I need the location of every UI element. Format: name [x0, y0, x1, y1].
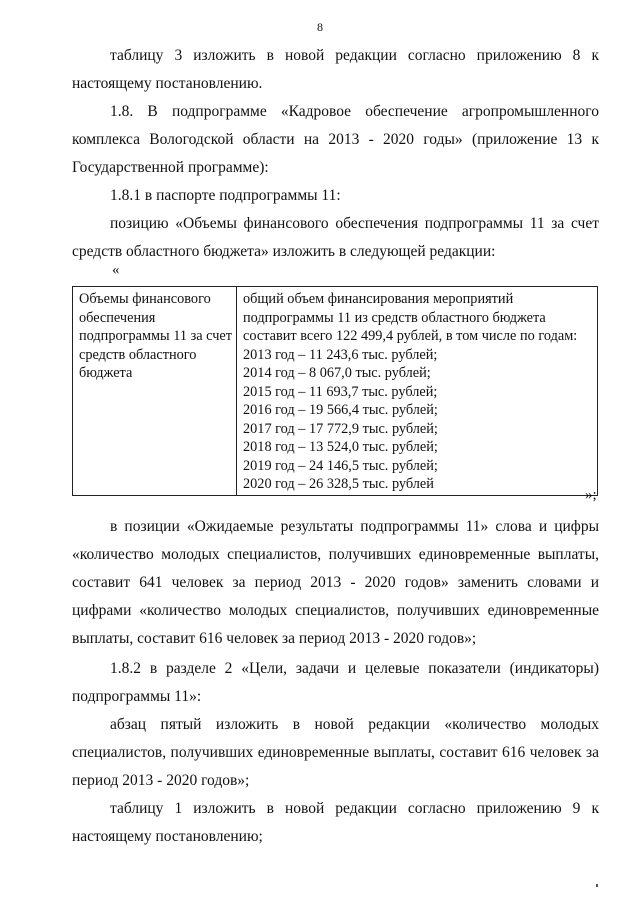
- year-line: 2013 год – 11 243,6 тыс. рублей;: [243, 346, 438, 363]
- table-row: [73, 287, 598, 496]
- year-line: 2016 год – 19 566,4 тыс. рублей;: [243, 402, 438, 418]
- year-line: 2015 год – 11 693,7 тыс. рублей;: [243, 383, 438, 400]
- year-line: 2017 год – 17 772,9 тыс. рублей;: [243, 420, 438, 437]
- paragraph-fifth-abzac: абзац пятый изложить в новой редакции «количество молодых специалистов, получивших единовременные выплаты, составит 616 человек за период 2013 - 2020 годов»;: [72, 716, 599, 789]
- financing-table: [72, 286, 598, 496]
- year-line: 2020 год – 26 328,5 тыс. рублей: [243, 476, 434, 492]
- paragraph-1-8: 1.8. В подпрограмме «Кадровое обеспечение агропромышленного комплекса Вологодской области на 2013 - 2020 годы» (приложение 13 к Государственной программе):: [72, 103, 599, 176]
- quote-close: »;: [585, 487, 597, 503]
- paragraph-expected-results: в позиции «Ожидаемые результаты подпрограммы 11» слова и цифры «количество молодых специалистов, получивших единовременные выплаты, составит 641 человек за период 2013 - 2020 годов» заменить словами и цифрами «количество молодых специалистов, получивших единовременные выплаты, составит 616 человек за период 2013 - 2020 годов»;: [72, 518, 599, 647]
- paragraph-1-8-1: 1.8.1 в паспорте подпрограммы 11:: [110, 187, 341, 204]
- paragraph-1-8-2: 1.8.2 в разделе 2 «Цели, задачи и целевые показатели (индикаторы) подпрограммы 11»:: [72, 660, 599, 705]
- financing-intro: общий объем финансирования мероприятий подпрограммы 11 из средств областного бюджета составит всего 122 499,4 рублей, в том числе по годам:: [243, 291, 578, 344]
- paragraph-table3: таблицу 3 изложить в новой редакции согласно приложению 8 к настоящему постановлению.: [72, 47, 599, 92]
- year-line: 2014 год – 8 067,0 тыс. рублей;: [243, 365, 431, 381]
- table-cell-value: [237, 287, 598, 496]
- scan-mark: [596, 884, 598, 887]
- table-cell-label: Объемы финансового обеспечения подпрограммы 11 за счет средств областного бюджета: [73, 287, 237, 496]
- paragraph-position-volumes: позицию «Объемы финансового обеспечения подпрограммы 11 за счет средств областного бюджета» изложить в следующей редакции:: [72, 215, 599, 260]
- paragraph-table1: таблицу 1 изложить в новой редакции согласно приложению 9 к настоящему постановлению;: [72, 800, 599, 845]
- quote-open: «: [112, 262, 120, 278]
- year-line: 2018 год – 13 524,0 тыс. рублей;: [243, 439, 438, 455]
- year-line: 2019 год – 24 146,5 тыс. рублей;: [243, 457, 438, 474]
- page-number: 8: [317, 20, 323, 34]
